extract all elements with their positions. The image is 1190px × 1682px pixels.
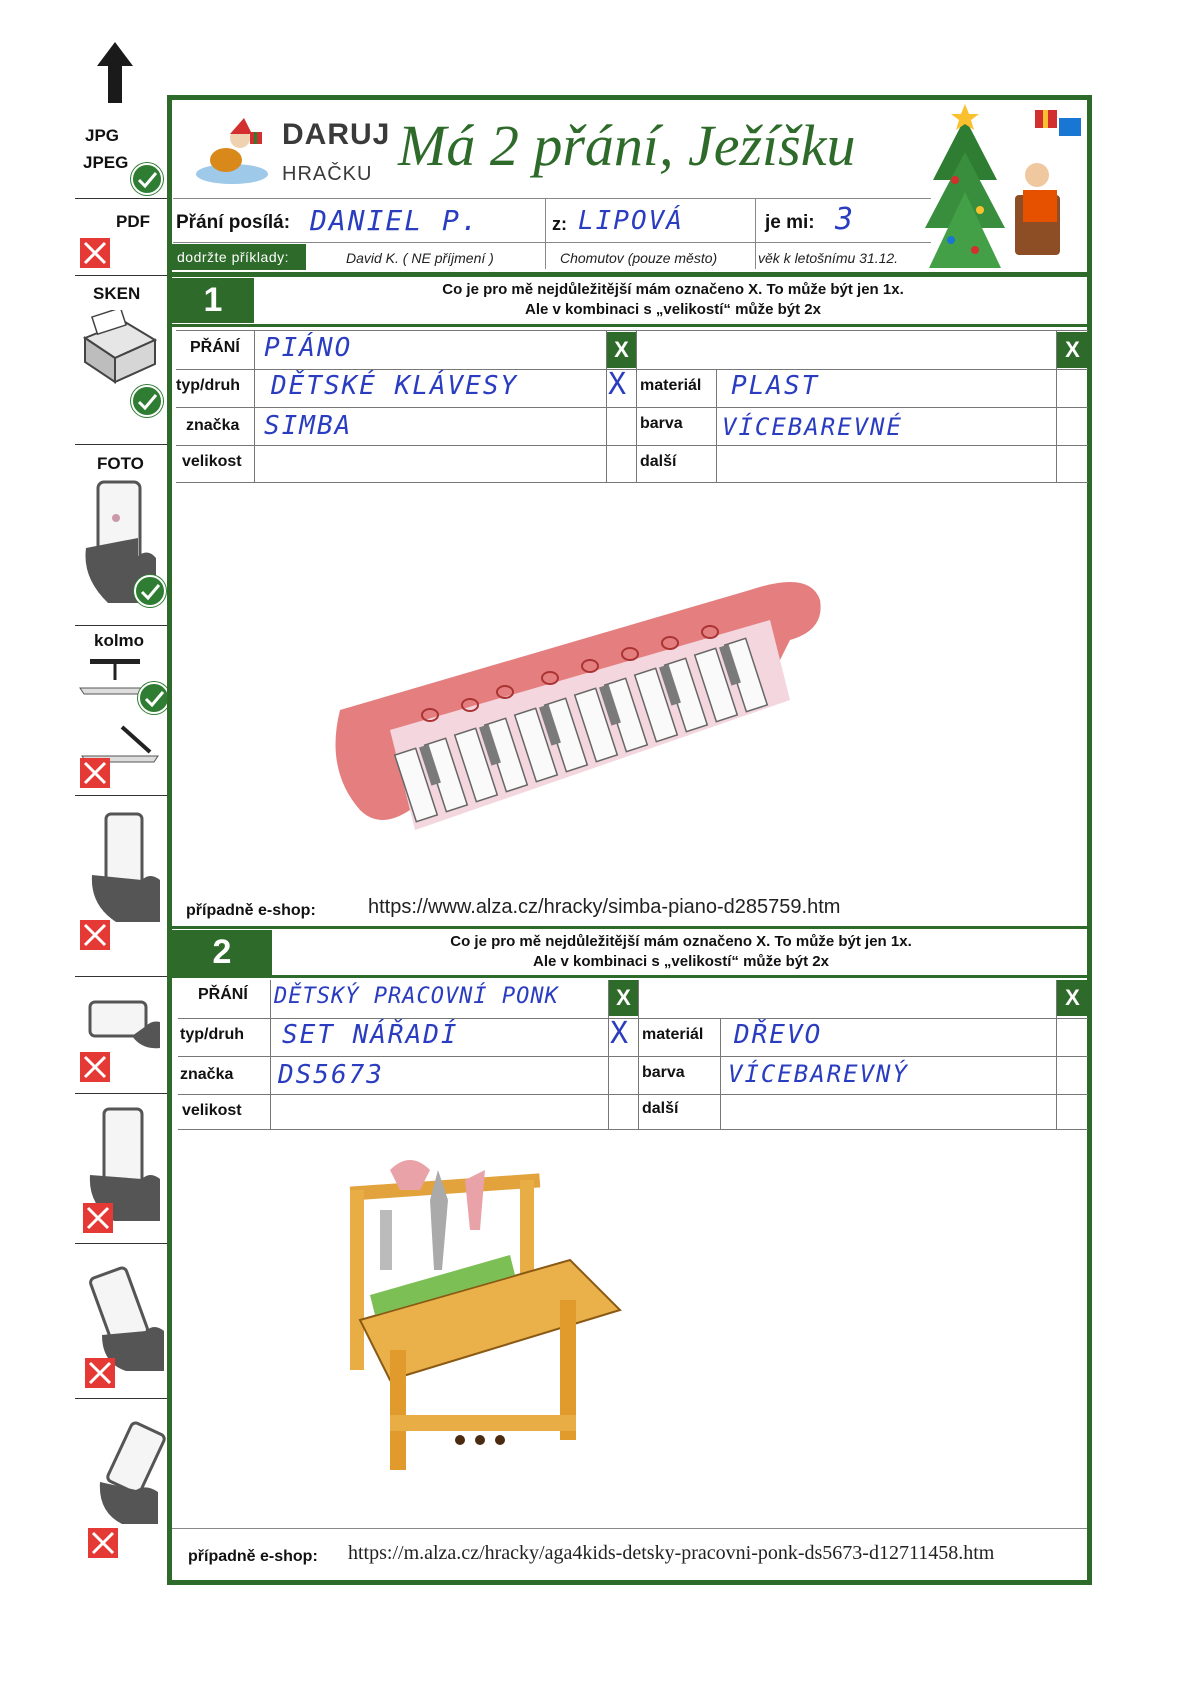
brand-label: značka: [180, 1066, 234, 1083]
guide-sken-label: SKEN: [93, 284, 141, 303]
from-label: z:: [552, 214, 567, 234]
workbench-drawing: [330, 1150, 650, 1480]
guide-divider: [75, 1243, 172, 1244]
header-divider: [545, 199, 546, 269]
guide-divider: [75, 275, 172, 276]
eshop-label: případně e-shop:: [188, 1548, 318, 1565]
section-rule: [172, 975, 1087, 978]
phone-landscape-hand-icon: [82, 992, 164, 1052]
header-band: [167, 272, 1092, 277]
guide-kolmo-label: kolmo: [94, 631, 145, 650]
notice-line1: Co je pro mě nejdůležitější mám označeno X. To může být jen 1x.: [442, 281, 904, 298]
header-divider: [755, 199, 756, 269]
guide-pdf-label: PDF: [116, 212, 150, 231]
type-label: typ/druh: [180, 1026, 244, 1043]
row-rule: [178, 1129, 638, 1130]
sender-label: Přání posílá:: [176, 212, 291, 233]
color-label: barva: [640, 415, 683, 432]
eshop-url[interactable]: https://m.alza.cz/hracky/aga4kids-detsky-pracovni-ponk-ds5673-d12711458.htm: [348, 1542, 995, 1564]
type-value[interactable]: DĚTSKÉ KLÁVESY: [271, 371, 519, 401]
scanner-icon: [80, 310, 160, 388]
wish-value[interactable]: DĚTSKÝ PRACOVNÍ PONK: [274, 984, 559, 1009]
material-label: materiál: [642, 1026, 704, 1043]
color-label: barva: [642, 1064, 685, 1081]
col-rule: [638, 980, 639, 1130]
row-rule: [636, 369, 1088, 370]
guide-divider: [75, 198, 172, 199]
row-rule: [636, 407, 1088, 408]
example-age: věk k letošnímu 31.12.: [758, 250, 899, 266]
section-rule: [172, 926, 1087, 929]
guide-divider: [75, 795, 172, 796]
checkmark-icon: [138, 682, 170, 714]
notice-line2: Ale v kombinaci s „velikostí“ může být 2x: [533, 953, 829, 970]
cross-icon: [88, 1528, 118, 1558]
type-label: typ/druh: [176, 377, 240, 394]
guide-divider: [75, 1093, 172, 1094]
other-label: další: [642, 1100, 679, 1117]
wish-table-right: [638, 980, 1088, 1130]
type-value[interactable]: SET NÁŘADÍ: [282, 1020, 459, 1050]
color-value[interactable]: VÍCEBAREVNÝ: [728, 1060, 909, 1088]
color-value[interactable]: VÍCEBAREVNÉ: [722, 413, 903, 441]
footer-rule: [172, 1528, 1087, 1529]
guide-divider: [75, 444, 172, 445]
wish-notice: [276, 932, 1086, 972]
santa-logo-icon: [192, 112, 277, 192]
phone-tilted-hand-icon: [92, 1420, 172, 1530]
cross-icon: [85, 1358, 115, 1388]
christmas-tree-icon: [925, 100, 1085, 272]
age-value[interactable]: 3: [835, 202, 856, 237]
size-label: velikost: [182, 1102, 242, 1119]
material-label: materiál: [640, 377, 702, 394]
row-rule: [638, 1129, 1088, 1130]
row-rule: [638, 1018, 1088, 1019]
material-value[interactable]: PLAST: [731, 371, 820, 401]
x-header-cell: X: [609, 980, 638, 1016]
wish-number: 1: [172, 278, 254, 323]
x-mark[interactable]: X: [608, 367, 629, 402]
row-rule: [178, 1056, 638, 1057]
cross-icon: [80, 920, 110, 950]
row-rule: [636, 445, 1088, 446]
guide-jpg-label: JPG: [85, 126, 120, 145]
col-rule: [720, 1018, 721, 1130]
x-mark[interactable]: X: [610, 1016, 631, 1051]
row-rule: [176, 482, 636, 483]
guide-foto-label: FOTO: [97, 454, 144, 473]
checkmark-icon: [134, 575, 166, 607]
logo-line1: DARUJ: [282, 118, 391, 151]
row-rule: [176, 369, 636, 370]
guide-divider: [75, 976, 172, 977]
guide-divider: [75, 625, 172, 626]
eshop-label: případně e-shop:: [186, 902, 316, 919]
row-rule: [638, 1056, 1088, 1057]
row-rule: [638, 1094, 1088, 1095]
example-name: David K. ( NE příjmení ): [346, 250, 494, 266]
cross-icon: [80, 758, 110, 788]
x-header-cell: X: [1057, 332, 1088, 368]
header-rule: [173, 198, 931, 199]
row-rule: [176, 407, 636, 408]
page-title: Má 2 přání, Ježíšku: [398, 113, 856, 178]
wish-label: PŘÁNÍ: [198, 986, 248, 1003]
x-header-cell: X: [607, 332, 636, 368]
material-value[interactable]: DŘEVO: [734, 1020, 823, 1050]
age-label: je mi:: [765, 212, 815, 233]
cross-icon: [83, 1203, 113, 1233]
guide-divider: [75, 1398, 172, 1399]
checkmark-icon: [131, 163, 163, 195]
section-rule: [172, 324, 1087, 327]
examples-label: dodržte příklady:: [172, 244, 306, 270]
cross-icon: [80, 1052, 110, 1082]
notice-line1: Co je pro mě nejdůležitější mám označeno X. To může být jen 1x.: [450, 933, 912, 950]
phone-hand-icon: [82, 810, 164, 925]
brand-value[interactable]: DS5673: [278, 1060, 384, 1090]
cross-icon: [80, 238, 110, 268]
from-value[interactable]: LIPOVÁ: [578, 206, 684, 236]
guide-jpeg-label: JPEG: [83, 153, 129, 172]
other-label: další: [640, 453, 677, 470]
checkmark-icon: [131, 385, 163, 417]
wish-table-left: [178, 980, 638, 1130]
size-label: velikost: [182, 453, 242, 470]
row-rule: [176, 445, 636, 446]
wish-table-right: [636, 330, 1088, 483]
wish-label: PŘÁNÍ: [190, 339, 240, 356]
col-rule: [716, 369, 717, 483]
sender-value[interactable]: DANIEL P.: [310, 204, 480, 237]
wish-value[interactable]: PIÁNO: [264, 333, 353, 363]
wish-notice: [258, 280, 1088, 320]
eshop-url[interactable]: https://www.alza.cz/hracky/simba-piano-d285759.htm: [368, 896, 841, 918]
header-rule: [173, 242, 931, 243]
example-city: Chomutov (pouze město): [560, 250, 718, 266]
brand-value[interactable]: SIMBA: [264, 411, 353, 441]
x-header-cell: X: [1057, 980, 1088, 1016]
row-rule: [178, 1094, 638, 1095]
piano-drawing: [320, 560, 830, 870]
wish-table-left: [176, 330, 636, 483]
notice-line2: Ale v kombinaci s „velikostí“ může být 2x: [525, 301, 821, 318]
brand-label: značka: [186, 417, 240, 434]
row-rule: [178, 1018, 638, 1019]
up-arrow-icon: [95, 40, 135, 105]
wish-number: 2: [172, 930, 272, 975]
col-rule: [270, 980, 271, 1130]
logo-line2: HRAČKU: [282, 163, 373, 185]
row-rule: [636, 482, 1088, 483]
